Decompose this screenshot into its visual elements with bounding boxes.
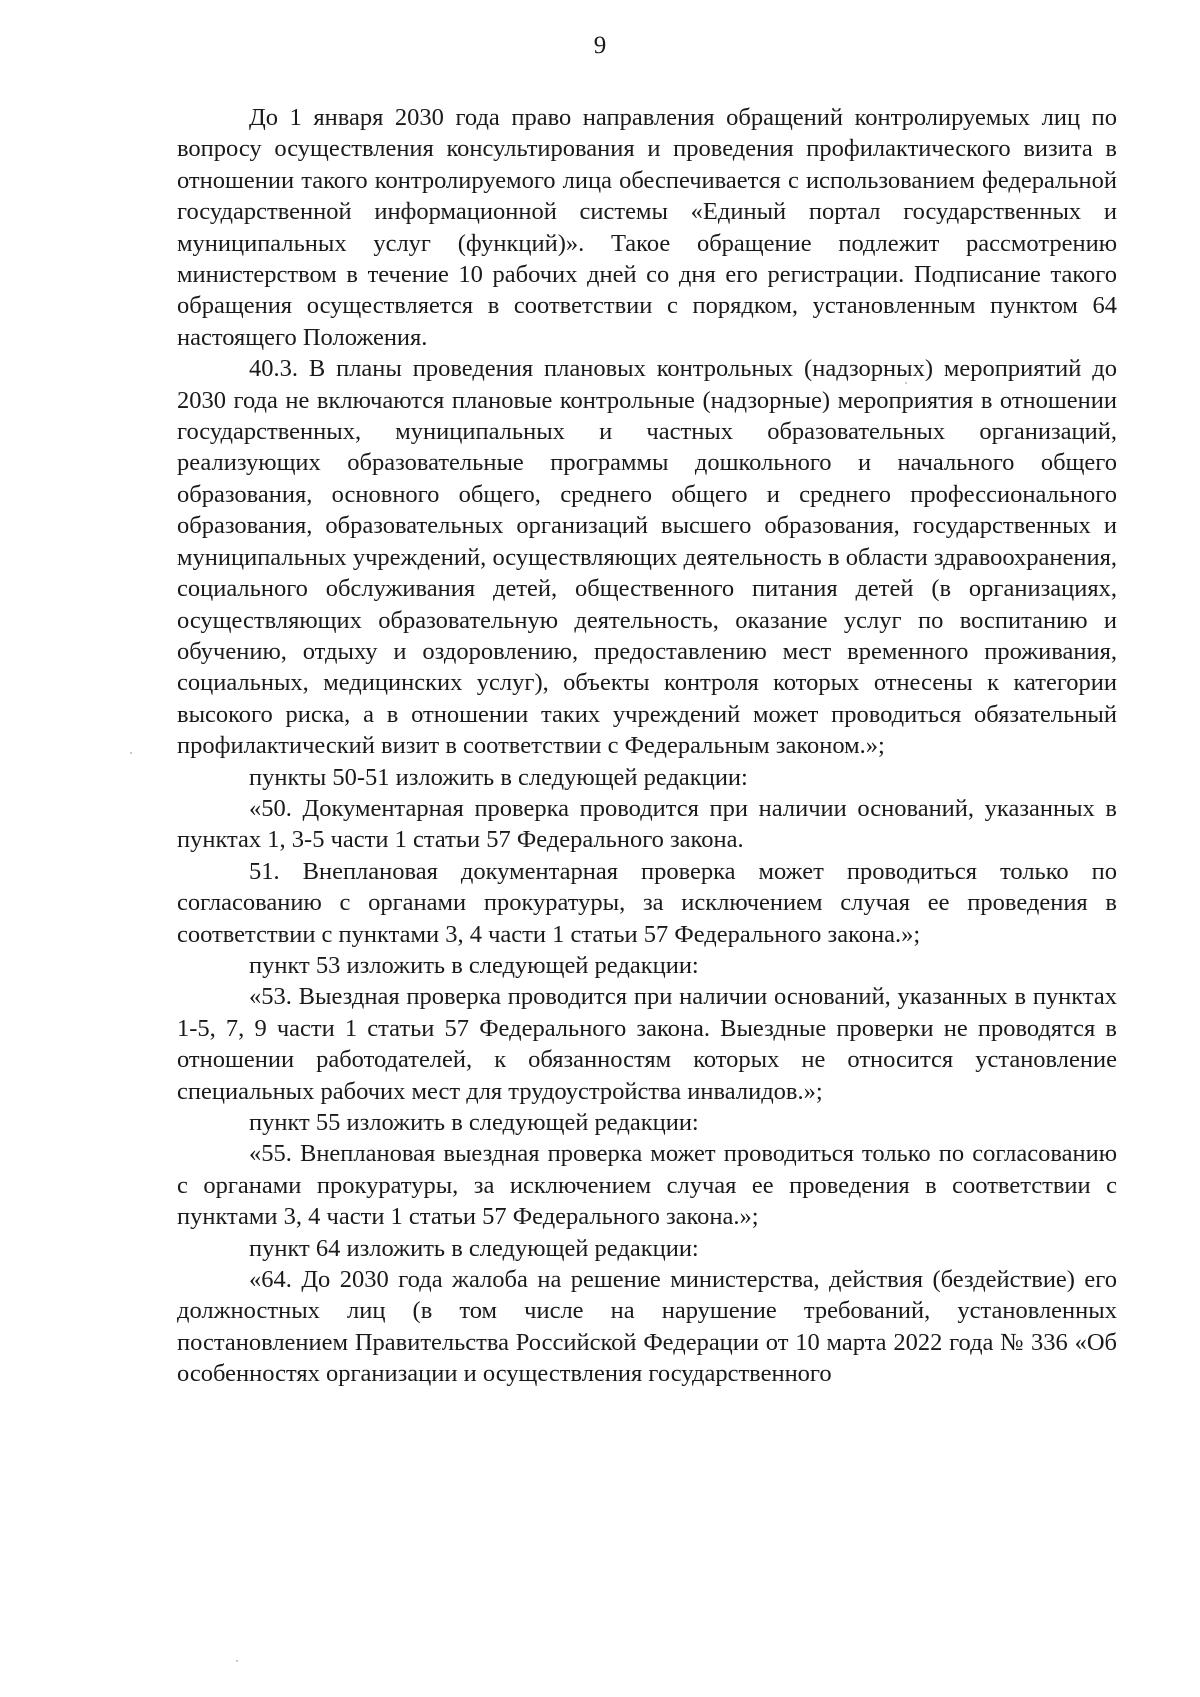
paragraph-items-50-51-intro: пункты 50-51 изложить в следующей редакции: <box>249 763 748 791</box>
paragraph-item-64-intro: пункт 64 изложить в следующей редакции: <box>249 1234 699 1262</box>
scan-speck <box>130 752 132 754</box>
paragraph-portal-appeals: До 1 января 2030 года право направления обращений контролируемых лиц по вопросу осуществления консультирования и проведения профилактического визита в отношении такого контролируемого лица обеспечивается с использованием федеральной государственной информационной системы «Единый портал государственных и муниципальных услуг (функций)». Такое обращение подлежит рассмотрению министерством в течение 10 рабочих дней со дня его регистрации. Подписание такого обращения осуществляется в соответствии с порядком, установленным пунктом 64 настоящего Положения. <box>177 104 1117 351</box>
paragraph-item-64: «64. До 2030 года жалоба на решение министерства, действия (бездействие) его должностных лиц (в том числе на нарушение требований, установленных постановлением Правительства Российской Федерации от 10 марта 2022 года № 336 «Об особенностях организации и осуществления государственного <box>177 1266 1117 1388</box>
paragraph-item-53: «53. Выездная проверка проводится при наличии оснований, указанных в пунктах 1-5, 7, 9 части 1 статьи 57 Федерального закона. Выездные проверки не проводятся в отношении работодателей, к обязанностям которых не относится установление специальных рабочих мест для трудоустройства инвалидов.»; <box>177 983 1117 1105</box>
paragraph-item-51: 51. Внеплановая документарная проверка может проводиться только по согласованию с органами прокуратуры, за исключением случая ее проведения в соответствии с пунктами 3, 4 части 1 статьи 57 Федерального закона.»; <box>177 857 1117 948</box>
scan-speck <box>236 1660 238 1662</box>
paragraph-item-55: «55. Внеплановая выездная проверка может проводиться только по согласованию с органами прокуратуры, за исключением случая ее проведения в соответствии с пунктами 3, 4 части 1 статьи 57 Федерального закона.»; <box>177 1140 1117 1231</box>
paragraph-item-55-intro: пункт 55 изложить в следующей редакции: <box>249 1109 699 1136</box>
paragraph-40-3: 40.3. В планы проведения плановых контрольных (надзорных) мероприятий до 2030 года не включаются плановые контрольные (надзорные) мероприятия в отношении государственных, муниципальных и частных образовательных организаций, реализующих образовательные программы дошкольного и начального общего образования, основного общего, среднего общего и среднего профессионального образования, образовательных организаций высшего образования, государственных и муниципальных учреждений, осуществляющих деятельность в области здравоохранения, социального обслуживания детей, общественного питания детей (в организациях, осуществляющих образовательную деятельность, оказание услуг по воспитанию и обучению, отдыху и оздоровлению, предоставлению мест временного проживания, социальных, медицинских услуг), объекты контроля которых отнесены к категории высокого риска, а в отношении таких учреждений может проводиться обязательный профилактический визит в соответствии с Федеральным законом.»; <box>177 355 1117 760</box>
scan-speck <box>905 382 907 384</box>
paragraph-item-50: «50. Документарная проверка проводится при наличии оснований, указанных в пунктах 1, 3-5 части 1 статьи 57 Федерального закона. <box>177 794 1117 854</box>
page-number: 9 <box>593 32 607 59</box>
document-body <box>177 102 1117 1390</box>
paragraph-item-53-intro: пункт 53 изложить в следующей редакции: <box>249 951 699 979</box>
